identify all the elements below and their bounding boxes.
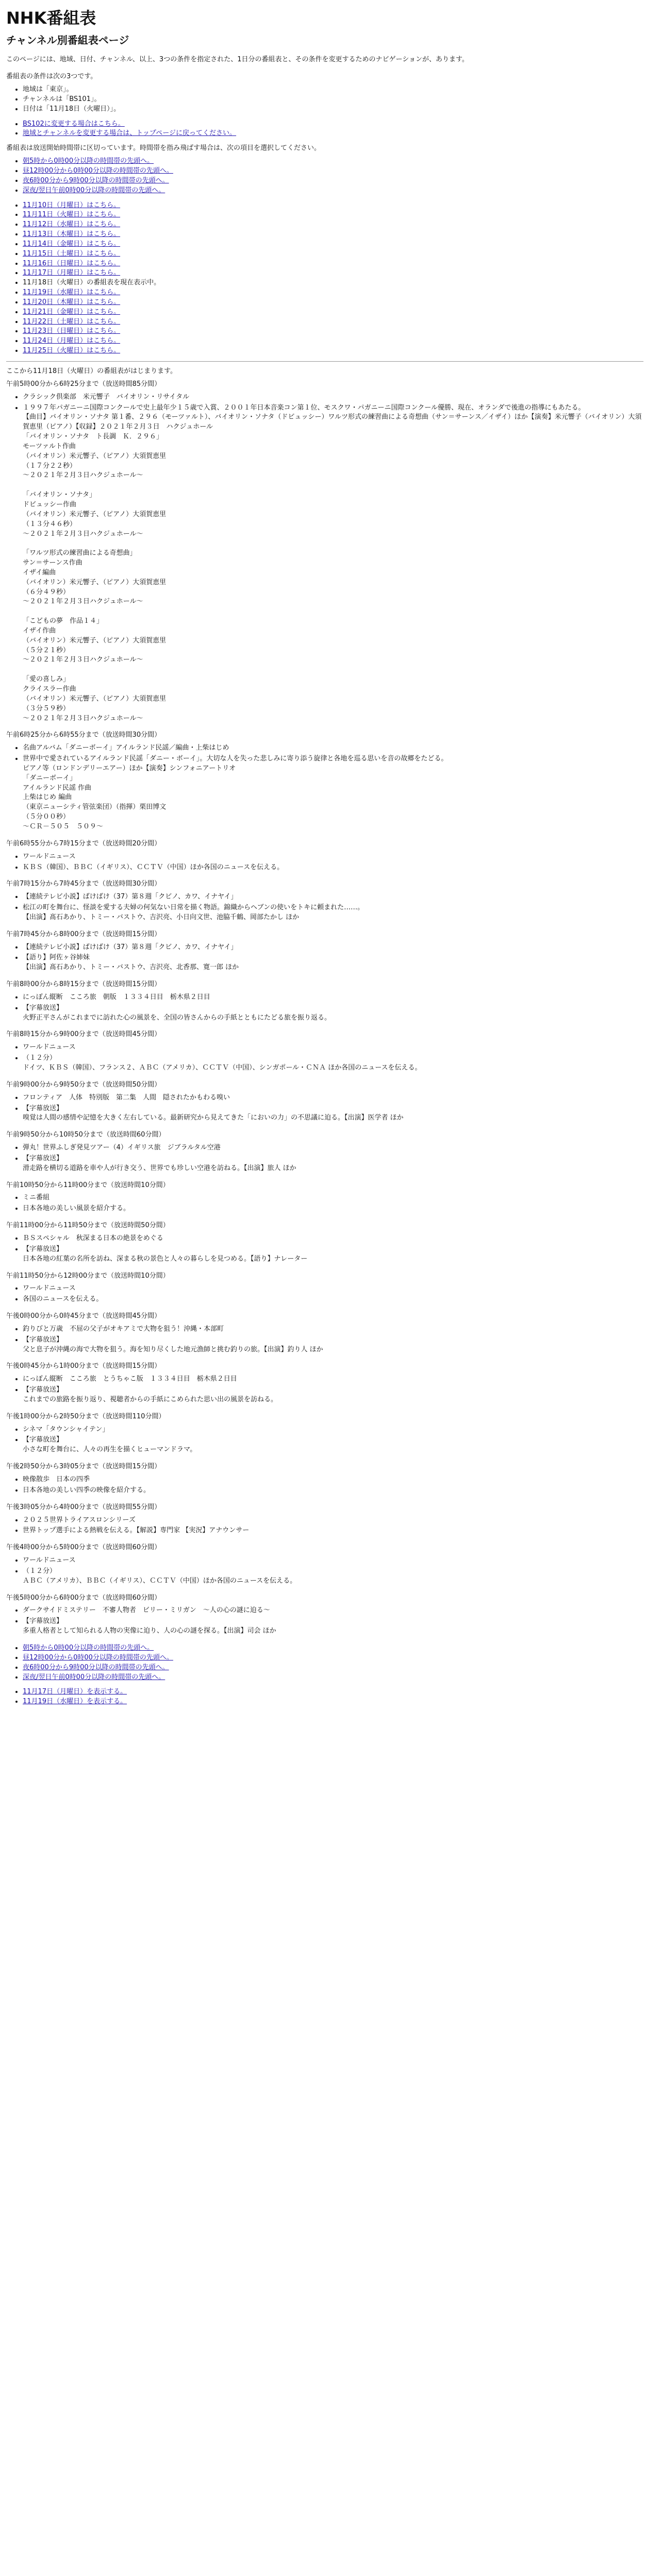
adjacent-date-item [23, 1687, 643, 1697]
program-description [23, 953, 643, 973]
program-detail-list [6, 1284, 643, 1304]
timeband-links-top [6, 157, 643, 195]
adjacent-date-link[interactable]: 11月19日（水曜日）を表示する。 [23, 1698, 127, 1706]
program-detail-list [6, 743, 643, 832]
program-description [23, 1335, 643, 1355]
program-description [23, 1617, 643, 1636]
program-time: 午前11時00分から11時50分まで（放送時間50分間） [6, 1222, 170, 1230]
program-description-line: • 【字幕放送】 [23, 1104, 63, 1112]
program-description-line: ～２０２１年２月３日ハクジュホール～ [23, 714, 143, 722]
program-description [23, 1104, 643, 1124]
date-item [23, 288, 643, 298]
date-item [23, 327, 643, 336]
program-description-line: （バイオリン）米元響子、（ピアノ）大須賀恵里 [23, 452, 167, 460]
program-description-line: イザイ編曲 [23, 568, 56, 577]
date-item: • 11月18日（火曜日）の番組表を現在表示中。 [23, 278, 643, 288]
program-time: 午前9時00分から9時50分まで（放送時間50分間） [6, 1080, 161, 1089]
program-description-line: 火野正平さんがこれまでに訪れた心の風景を、全国の皆さんからの手紙とともにたどる旅を振り返る。 [23, 1013, 332, 1022]
condition-item: • 日付は「11月18日（火曜日）」。 [23, 105, 643, 114]
program-description-line: ～２０２１年２月３日ハクジュホール～ [23, 656, 143, 664]
program-description-line: 【曲目】バイオリン・ソナタ 第１番、２９６（モーツァルト）、バイオリン・ソナタ（ドビュッシー）ワルツ形式の練習曲による奇想曲（サン＝サーンス／イザイ）ほか【演奏】米元響子（バイオリン）大須賀恵里（ピアノ）【収録】２０２１年２月３日 ハクジュホール [23, 413, 642, 431]
program-time: 午後1時00分から2時50分まで（放送時間110分間） [6, 1412, 166, 1420]
program-detail-list [6, 1375, 643, 1405]
date-link[interactable]: 11月13日（木曜日）はこちら。 [23, 230, 121, 239]
schedule-heading: ここから11月18日（火曜日）の番組表がはじまります。 [6, 367, 177, 376]
program-title: • 釣りびと万歳 不屈の父子がオキアミで大物を狙う！沖縄・本部町 [23, 1325, 643, 1334]
program-description-line: イザイ作曲 [23, 626, 56, 635]
program-description-line: 「ダニーボーイ」 [23, 774, 77, 782]
program-description-line: ～ＣＲ－５０５ ５０９～ [23, 822, 104, 831]
program-description-line: ドイツ、ＫＢＳ（韓国）、フランス２、ＡＢＣ（アメリカ）、ＣＣＴＶ（中国）、シンガポール・ＣＮＡ ほか各国のニュースを伝える。 [23, 1064, 422, 1072]
program-title: • ミニ番組 [23, 1193, 643, 1203]
program-description [23, 1385, 643, 1405]
change-link[interactable]: BS102に変更する場合はこちら。 [23, 120, 125, 128]
program-detail-list [6, 1475, 643, 1496]
program-title: • 名曲アルバム「ダニーボーイ」アイルランド民謡／編曲・上柴はじめ [23, 743, 643, 753]
timeband-bottom-item [23, 1663, 643, 1673]
program-title: • 【連続テレビ小説】ばけばけ（37）第８週「クビノ、カワ、イナヤイ」 [23, 943, 643, 953]
program-block [6, 1543, 643, 1586]
program-time: 午前10時50分から11時00分まで（放送時間10分間） [6, 1181, 170, 1189]
program-description-line: • 【字幕放送】 [23, 1617, 63, 1625]
timeband-top-item [23, 157, 643, 166]
program-description-line: • 日本各地の美しい四季の映像を紹介する。 [23, 1486, 151, 1494]
program-description-line: （バイオリン）米元響子、（ピアノ）大須賀恵里 [23, 636, 167, 645]
date-item [23, 317, 643, 327]
program-description-line: 上柴はじめ 編曲 [23, 793, 72, 802]
program-description-line: クライスラー作曲 [23, 685, 76, 693]
program-detail-list [6, 1143, 643, 1174]
program-description-line: • 松江の町を舞台に、怪談を愛する夫婦の何気ない日常を描く物語。錦織からヘブンの使いをトキに頼まれた……。 [23, 904, 365, 912]
program-description-line: ～２０２１年２月３日ハクジュホール～ [23, 598, 143, 606]
program-time: 午前8時00分から8時15分まで（放送時間15分間） [6, 980, 161, 989]
date-link[interactable]: 11月24日（月曜日）はこちら。 [23, 337, 121, 345]
condition-item: • 地域は「東京」。 [23, 85, 643, 95]
date-link[interactable]: 11月22日（土曜日）はこちら。 [23, 317, 121, 326]
program-title: • ダークサイドミステリー 不審人物者 ビリー・ミリガン ～人の心の謎に迫る～ [23, 1606, 643, 1616]
timeband-bottom-link[interactable]: 夜6時00分から9時00分以降の時間帯の先頭へ。 [23, 1663, 169, 1671]
program-time: 午後3時05分から4時00分まで（放送時間55分間） [6, 1503, 161, 1511]
program-title: • ワールドニュース [23, 852, 643, 862]
program-description-line: これまでの旅路を振り返り、視聴者からの手紙にこめられた思い出の風景を訪ねる。 [23, 1395, 278, 1403]
program-title: • シネマ「タウンシャイテン」 [23, 1425, 643, 1435]
program-description-line: 「バイオリン・ソナタ ト長調 Ｋ．２９６」 [23, 433, 163, 441]
change-link[interactable]: 地域とチャンネルを変更する場合は、トップページに戻ってください。 [23, 129, 237, 138]
program-detail-list [6, 1043, 643, 1073]
date-link[interactable]: 11月16日（日曜日）はこちら。 [23, 259, 121, 267]
date-link[interactable]: 11月10日（月曜日）はこちら。 [23, 201, 121, 209]
program-title: • 弾丸！世界ふしぎ発見ツアー（4）イギリス旅 ジブラルタル空港 [23, 1143, 643, 1153]
program-description-line: 父と息子が沖縄の海で大物を狙う。海を知り尽くした地元漁師と挑む釣りの旅。【出演】釣り人 ほか [23, 1345, 323, 1353]
program-description-line: • 【字幕放送】 [23, 1436, 63, 1444]
timeband-top-link[interactable]: 昼12時00分から0時00分以降の時間帯の先頭へ。 [23, 166, 173, 175]
program-description-line: （１３分４６秒） [23, 520, 77, 528]
date-item [23, 308, 643, 317]
date-item [23, 210, 643, 220]
adjacent-date-link[interactable]: 11月17日（月曜日）を表示する。 [23, 1688, 127, 1696]
program-time: 午前8時15分から9時00分まで（放送時間45分間） [6, 1030, 161, 1039]
program-description-line: 多重人格者として知られる人物の実像に迫り、人の心の謎を探る。【出演】司会 ほか [23, 1627, 276, 1635]
timeband-top-item [23, 186, 643, 196]
program-description-line: （東京ニューシティ管弦楽団）（指揮）栗田博文 [23, 803, 167, 811]
program-block [6, 1503, 643, 1536]
timeband-top-item [23, 166, 643, 176]
program-detail-list [6, 1234, 643, 1264]
program-description-line: 滑走路を横切る道路を車や人が行き交う、世界でも珍しい空港を訪ねる。【出演】旅人 ほか [23, 1164, 296, 1172]
program-description-line: （１７分２２秒） [23, 462, 77, 470]
program-description [23, 1004, 643, 1023]
program-description-line: ～２０２１年２月３日ハクジュホール～ [23, 471, 143, 480]
program-detail-list [6, 1193, 643, 1214]
program-detail-list [6, 1556, 643, 1586]
program-description-line: （バイオリン）米元響子、（ピアノ）大須賀恵里 [23, 510, 167, 518]
program-description [23, 1054, 643, 1073]
program-description-line: ピアノ等（ロンドンデリーエアー）ほか【演奏】シンフォニアートリオ [23, 764, 236, 772]
date-item [23, 240, 643, 249]
program-title: • ２０２５世界トライアスロンシリーズ [23, 1516, 643, 1526]
program-time: 午後2時50分から3時05分まで（放送時間15分間） [6, 1463, 161, 1471]
program-time: 午前6時55分から7時15分まで（放送時間20分間） [6, 839, 161, 848]
program-description-line: • 【字幕放送】 [23, 1335, 63, 1344]
program-title: • ワールドニュース [23, 1284, 643, 1294]
program-detail-list [6, 1425, 643, 1455]
program-time: 午後5時00分から6時00分まで（放送時間60分間） [6, 1594, 161, 1602]
program-description-line [23, 481, 643, 490]
timeband-links-bottom [6, 1643, 643, 1682]
date-link[interactable]: 11月25日（火曜日）はこちら。 [23, 347, 121, 355]
program-detail-list [6, 1093, 643, 1124]
program-block [6, 930, 643, 973]
program-block [6, 879, 643, 922]
program-description [23, 903, 643, 923]
adjacent-date-item [23, 1697, 643, 1707]
program-description [23, 754, 643, 832]
timeband-top-link[interactable]: 朝5時から0時00分以降の時間帯の先頭へ。 [23, 157, 154, 165]
program-title: • ワールドニュース [23, 1556, 643, 1566]
change-item [23, 129, 643, 139]
condition-item: • チャンネルは「BS101」。 [23, 95, 643, 105]
date-item [23, 346, 643, 356]
timeband-top-item [23, 176, 643, 186]
program-description-line: • 世界トップ選手による熱戦を伝える。【解説】専門家 【実況】アナウンサー [23, 1527, 250, 1535]
timeband-top-link[interactable]: 深夜/翌日午前0時00分以降の時間帯の先頭へ。 [23, 186, 166, 194]
program-description-line: （５分２１秒） [23, 646, 70, 654]
program-time: 午後4時00分から5時00分まで（放送時間60分間） [6, 1544, 161, 1552]
program-description-line: ドビュッシー作曲 [23, 500, 77, 509]
program-description-line: • 【字幕放送】 [23, 1154, 63, 1162]
date-link[interactable]: 11月15日（土曜日）はこちら。 [23, 249, 121, 258]
program-description [23, 1567, 643, 1586]
program-description-line: • 日本各地の美しい風景を紹介する。 [23, 1205, 130, 1213]
page-title: チャンネル別番組表ページ [6, 34, 129, 47]
program-detail-list [6, 1606, 643, 1636]
program-title: • 映像散歩 日本の四季 [23, 1475, 643, 1485]
program-description-line: • 【字幕放送】 [23, 1245, 63, 1253]
program-time: 午後0時45分から1時00分まで（放送時間15分間） [6, 1362, 161, 1370]
date-link[interactable]: 11月21日（金曜日）はこちら。 [23, 308, 121, 316]
program-description-line: ～２０２１年２月３日ハクジュホール～ [23, 530, 143, 538]
date-item [23, 230, 643, 240]
program-title: • にっぽん縦断 こころ旅 とうちゃこ版 １３３４日目 栃木県２日目 [23, 1375, 643, 1384]
program-time: 午前11時50分から12時00分まで（放送時間10分間） [6, 1272, 170, 1280]
program-description-line: 「こどもの夢 作品１４」 [23, 617, 104, 625]
date-link[interactable]: 11月14日（金曜日）はこちら。 [23, 240, 121, 248]
date-link[interactable]: 11月20日（木曜日）はこちら。 [23, 298, 121, 306]
program-title: • ワールドニュース [23, 1043, 643, 1053]
program-description-line: サン＝サーンス作曲 [23, 559, 82, 567]
program-description-line: モーツァルト作曲 [23, 442, 76, 450]
program-block [6, 1362, 643, 1404]
program-block [6, 731, 643, 832]
program-description-line: ＡＢＣ（アメリカ）、ＢＢＣ（イギリス）、ＣＣＴＶ（中国）ほか各国のニュースを伝える。 [23, 1577, 297, 1585]
program-description-line: • （１２分） [23, 1054, 57, 1062]
program-description-line: • 【字幕放送】 [23, 1004, 63, 1012]
timeband-bottom-item [23, 1643, 643, 1653]
program-block [6, 1594, 643, 1636]
date-link[interactable]: 11月11日（火曜日）はこちら。 [23, 211, 121, 219]
program-block [6, 1130, 643, 1173]
program-description-line: 【出演】髙石あかり、トミー・バストウ、吉沢亮、北香那、寛一郎 ほか [23, 963, 239, 972]
date-link[interactable]: 11月19日（水曜日）はこちら。 [23, 289, 121, 297]
program-description-line: 日本各地の紅葉の名所を訪ね、深まる秋の景色と人々の暮らしを見つめる。【語り】ナレーター [23, 1255, 308, 1263]
divider [6, 361, 643, 362]
program-description-line: （５分００秒） [23, 813, 70, 821]
program-description [23, 1486, 643, 1496]
program-description-line [23, 607, 643, 617]
program-time: 午前7時45分から8時00分まで（放送時間15分間） [6, 930, 161, 938]
program-list [6, 380, 643, 1636]
change-item [23, 120, 643, 129]
program-title: • ＢＳスペシャル 秋深まる日本の絶景をめぐる [23, 1234, 643, 1244]
program-description [23, 403, 643, 724]
program-title: • にっぽん縦断 こころ旅 朝版 １３３４日目 栃木県２日目 [23, 993, 643, 1003]
date-item [23, 220, 643, 230]
program-description-line: （６分４９秒） [23, 588, 70, 596]
program-description-line: アイルランド民謡 作曲 [23, 784, 91, 792]
program-description [23, 1245, 643, 1264]
adjacent-date-links [6, 1687, 643, 1707]
program-description [23, 1435, 643, 1455]
date-link[interactable]: 11月17日（月曜日）はこちら。 [23, 269, 121, 277]
program-description-line: • １９９７年パガニーニ国際コンクールで史上最年少１５歳で入賞、２００１年日本音楽コン第１位、モスクワ・パガニーニ国際コンクール優勝、現在、オランダで後進の指導にもあたる。 [23, 403, 585, 412]
program-description-line: 「バイオリン・ソナタ」 [23, 491, 96, 499]
program-description-line: • 世界中で愛されているアイルランド民謡「ダニー・ボーイ」。大切な人を失った悲しみに寄り添う旋律と各地を巡る思いを音の故郷をたどる。 [23, 755, 448, 763]
date-link[interactable]: 11月12日（水曜日）はこちら。 [23, 221, 121, 229]
program-time: 午前9時50分から10時50分まで（放送時間60分間） [6, 1131, 166, 1139]
program-description-line: 「ワルツ形式の練習曲による奇想曲」 [23, 549, 137, 557]
date-link[interactable]: 11月23日（日曜日）はこちら。 [23, 327, 121, 335]
timeband-bottom-link[interactable]: 朝5時から0時00分以降の時間帯の先頭へ。 [23, 1643, 154, 1652]
program-block [6, 1181, 643, 1214]
program-detail-list [6, 892, 643, 923]
timeband-bottom-item [23, 1653, 643, 1663]
program-description [23, 1204, 643, 1214]
program-block [6, 380, 643, 724]
program-block [6, 1412, 643, 1455]
timeband-intro: 番組表は放送開始時間帯に区切っています。時間帯を指み飛ばす場合は、次の項目を選択してください。 [6, 144, 321, 152]
conditions-heading: 番組表の条件は次の3つです。 [6, 73, 97, 81]
program-description-line: 【出演】髙石あかり、トミー・バストウ、吉沢亮、小日向文世、池脇千鶴、岡部たかし ほか [23, 913, 300, 921]
program-title: • クラシック倶楽部 米元響子 バイオリン・リサイタル [23, 393, 643, 402]
program-description [23, 1526, 643, 1536]
program-description-line: （バイオリン）米元響子、（ピアノ）大須賀恵里 [23, 578, 167, 586]
program-time: 午前6時25分から6時55分まで（放送時間30分間） [6, 731, 161, 739]
timeband-top-link[interactable]: 夜6時00分から9時00分以降の時間帯の先頭へ。 [23, 176, 169, 184]
program-detail-list [6, 1516, 643, 1536]
program-description-line: （３分５９秒） [23, 704, 70, 713]
date-item [23, 201, 643, 211]
site-title: NHK番組表 [6, 8, 96, 28]
program-description-line: • （１２分） [23, 1567, 57, 1575]
program-title: • 【連続テレビ小説】ばけばけ（37）第８週「クビノ、カワ、イナヤイ」 [23, 892, 643, 902]
intro-text: このページには、地域、日付、チャンネル、以上、3つの条件を指定された、1日分の番組表と、その条件を変更するためのナビゲーションが、あります。 [6, 56, 469, 64]
date-item [23, 298, 643, 308]
program-description-line: • 【字幕放送】 [23, 1386, 63, 1394]
date-item [23, 249, 643, 259]
program-time: 午後0時00分から0時45分まで（放送時間45分間） [6, 1312, 161, 1320]
program-block [6, 1030, 643, 1073]
change-links [6, 120, 643, 139]
timeband-bottom-link[interactable]: 深夜/翌日午前0時00分以降の時間帯の先頭へ。 [23, 1673, 166, 1681]
program-block [6, 980, 643, 1023]
program-description-line: （バイオリン）米元響子、（ピアノ）大須賀恵里 [23, 694, 167, 703]
program-block [6, 1272, 643, 1305]
program-description [23, 1154, 643, 1174]
program-description [23, 1295, 643, 1304]
conditions-list [6, 85, 643, 114]
timeband-bottom-link[interactable]: 昼12時00分から0時00分以降の時間帯の先頭へ。 [23, 1653, 173, 1662]
timeband-bottom-item [23, 1673, 643, 1683]
program-detail-list [6, 393, 643, 724]
program-title: • フロンティア 人体 特別版 第二集 人間 隠されたかもわる嗅い [23, 1093, 643, 1103]
program-block [6, 1312, 643, 1354]
program-block [6, 1080, 643, 1123]
program-detail-list [6, 943, 643, 973]
program-description-line [23, 539, 643, 549]
program-description-line: • 【語り】阿佐ヶ谷姉妹 [23, 954, 90, 962]
date-item [23, 268, 643, 278]
program-time: 午前7時15分から7時45分まで（放送時間30分間） [6, 880, 161, 888]
program-time: 午前5時00分から6時25分まで（放送時間85分間） [6, 380, 161, 388]
program-description-line: 「愛の喜しみ」 [23, 675, 70, 684]
program-detail-list [6, 852, 643, 873]
date-links [6, 201, 643, 357]
program-description-line: • 各国のニュースを伝える。 [23, 1295, 103, 1303]
program-description-line: • ＫＢＳ（韓国）、ＢＢＣ（イギリス）、ＣＣＴＶ（中国）ほか各国のニュースを伝える。 [23, 863, 284, 871]
program-description [23, 863, 643, 873]
program-description-line: 小さな町を舞台に、人々の再生を描くヒューマンドラマ。 [23, 1446, 197, 1454]
program-detail-list [6, 1325, 643, 1355]
program-detail-list [6, 993, 643, 1023]
program-description-line: 嗅覚は人間の感情や記憶を大きく左右している。最新研究から見えてきた「においの力」の不思議に迫る。【出演】医学者 ほか [23, 1114, 404, 1122]
program-block [6, 839, 643, 873]
date-item [23, 336, 643, 346]
program-block [6, 1462, 643, 1496]
program-block [6, 1221, 643, 1264]
date-item [23, 259, 643, 269]
program-description-line [23, 665, 643, 675]
